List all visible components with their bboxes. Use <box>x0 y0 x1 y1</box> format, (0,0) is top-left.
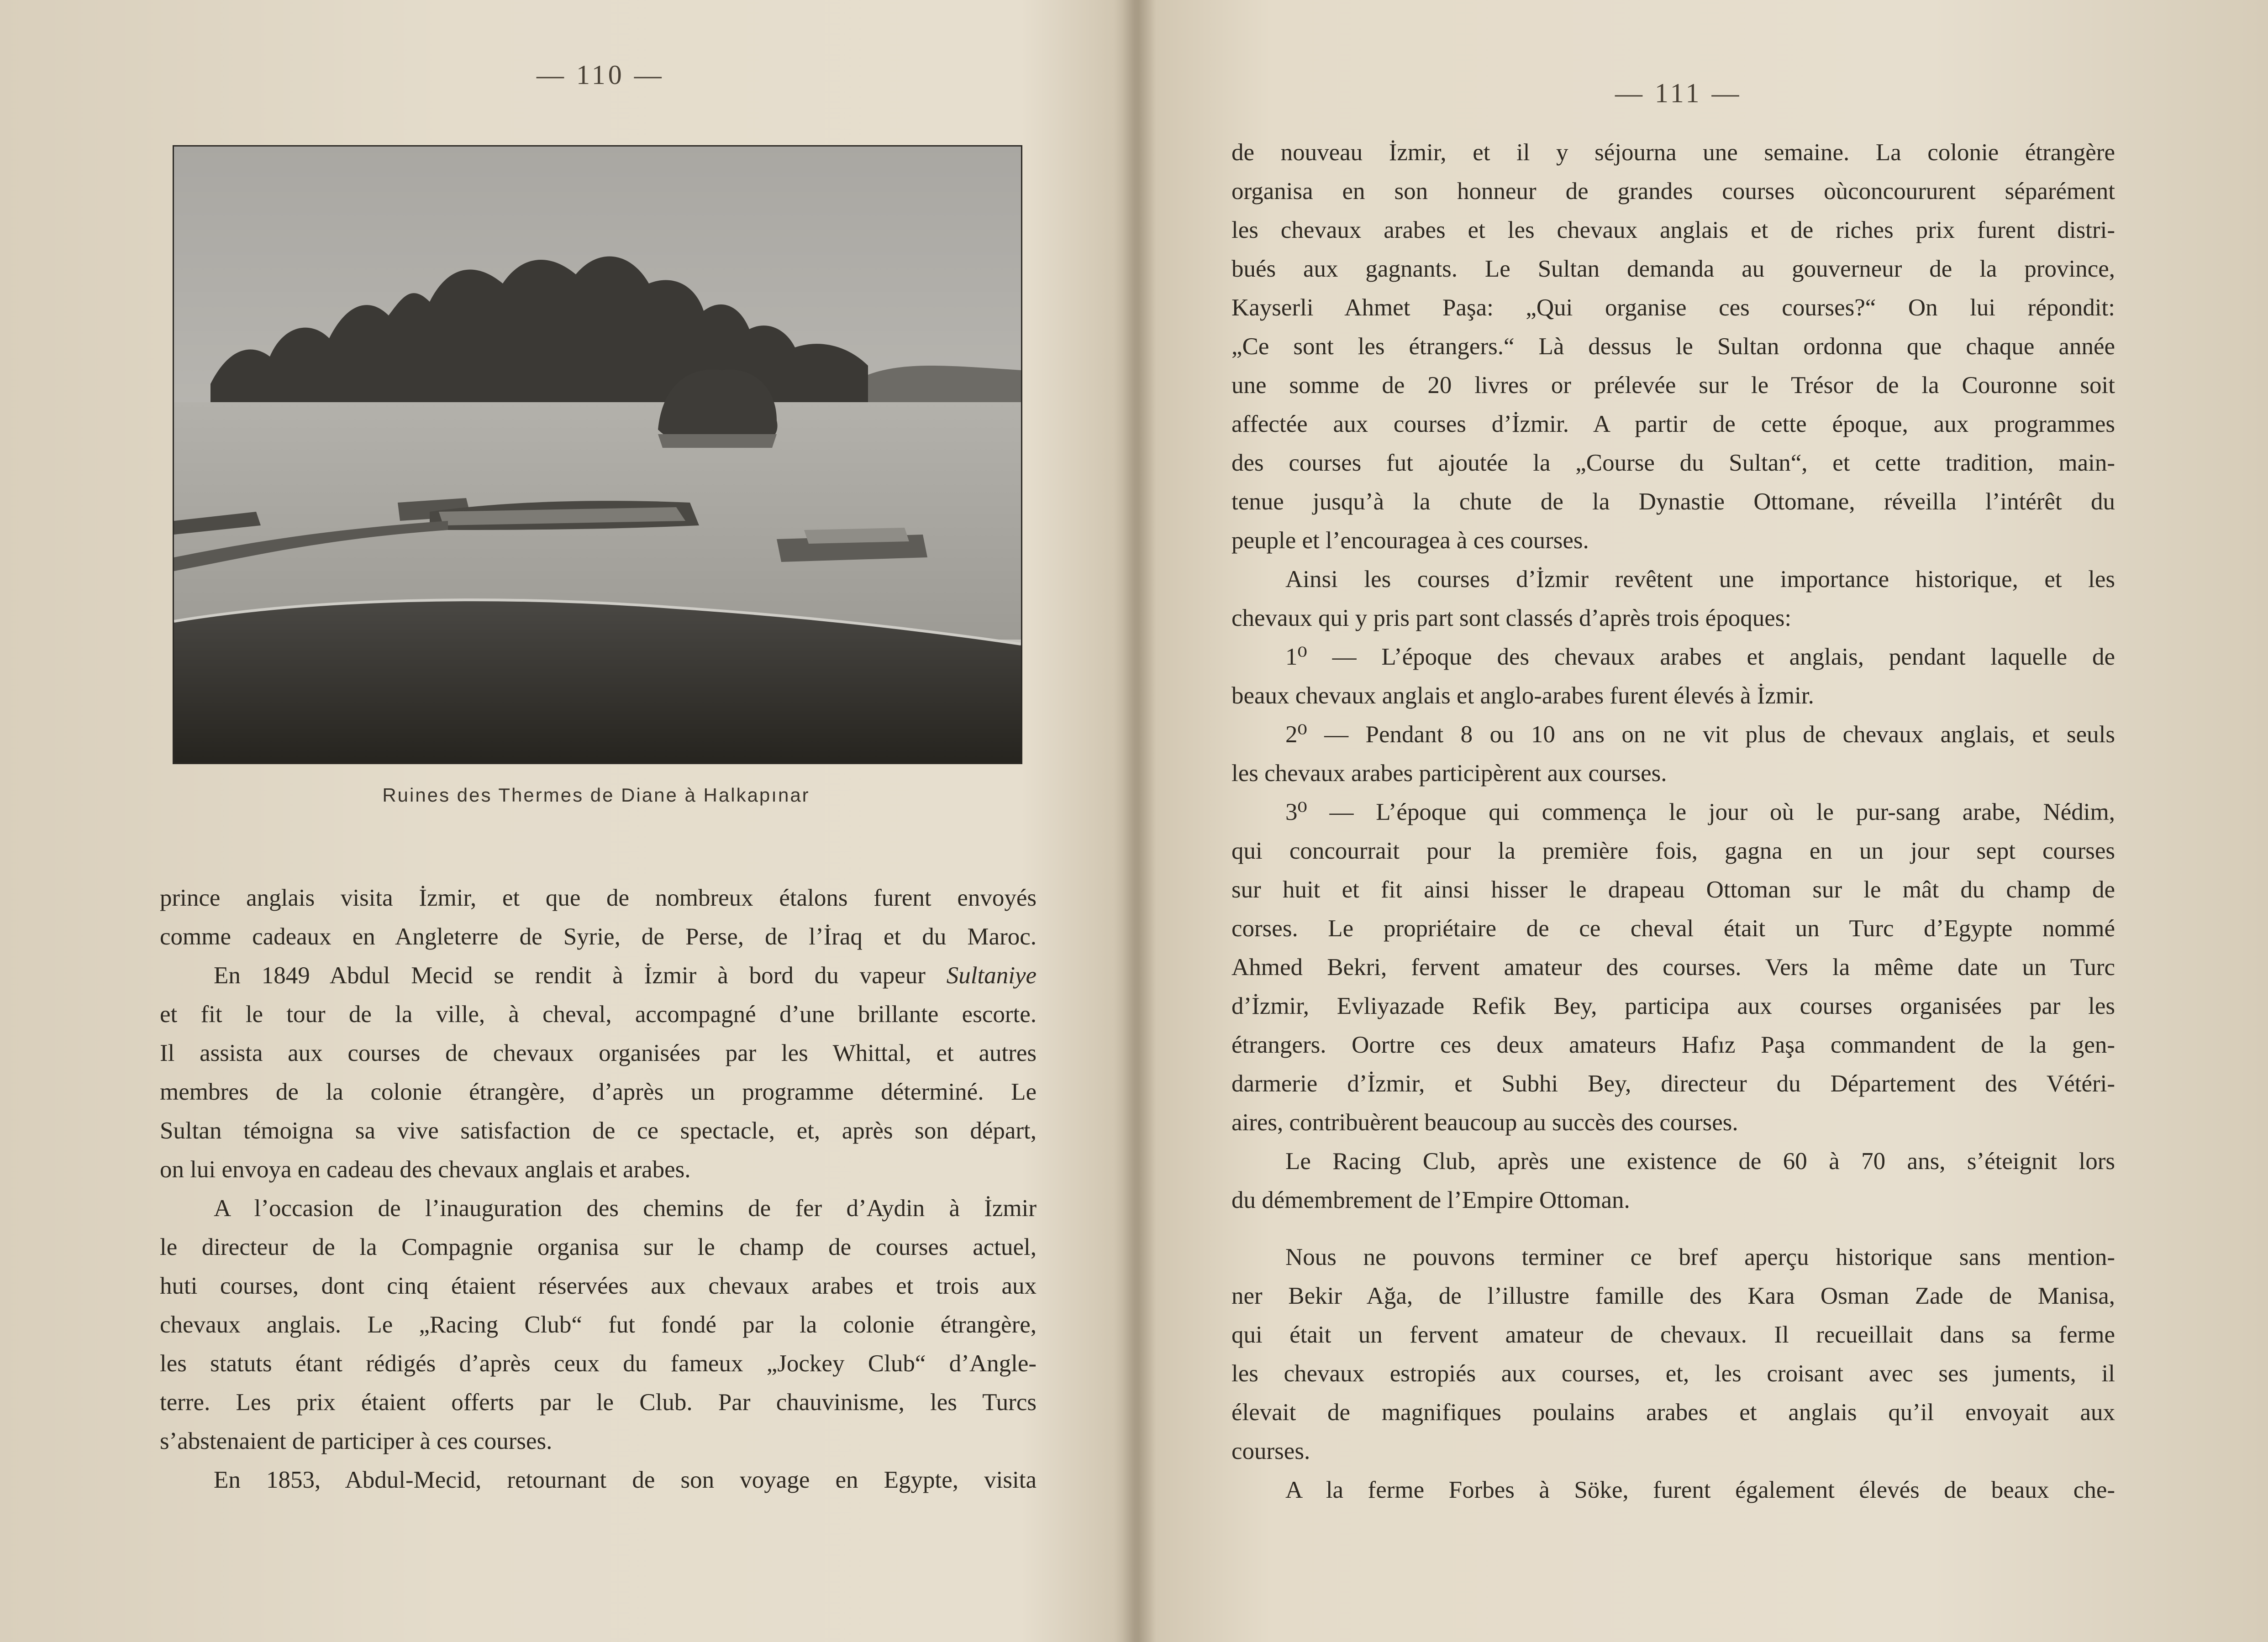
text-line: les chevaux arabes et les chevaux anglais et de riches prix furent distri- <box>1231 217 2115 243</box>
text-line: d’İzmir, Evliyazade Refik Bey, participa aux courses organisées par les <box>1231 993 2115 1019</box>
text-line: terre. Les prix étaient offerts par le Club. Par chauvinisme, les Turcs <box>160 1389 1037 1416</box>
text-line: une somme de 20 livres or prélevée sur le Trésor de la Couronne soit <box>1231 372 2115 399</box>
photograph <box>173 145 1022 764</box>
text-line <box>160 956 1037 995</box>
text-line: du démembrement de l’Empire Ottoman. <box>1231 1187 1630 1213</box>
text-line: tenue jusqu’à la chute de la Dynastie Ottomane, réveilla l’intérêt du <box>1231 488 2115 515</box>
right-text-block <box>1231 133 2115 1510</box>
page-number: — 110 — <box>537 60 664 90</box>
text-line: on lui envoya en cadeau des chevaux anglais et arabes. <box>160 1156 691 1183</box>
text-line: les statuts étant rédigés d’après ceux du fameux „Jockey Club“ d’Angle- <box>160 1350 1037 1377</box>
text-line: aires, contribuèrent beaucoup au succès des courses. <box>1231 1109 1738 1136</box>
text-line: les chevaux arabes participèrent aux courses. <box>1231 760 1667 787</box>
text-line: Nous ne pouvons terminer ce bref aperçu historique sans mention- <box>1285 1244 2115 1270</box>
text-line: des courses fut ajoutée la „Course du Sultan“, et cette tradition, main- <box>1231 450 2115 476</box>
text-line: qui concourrait pour la première fois, gagna en un jour sept courses <box>1231 838 2115 864</box>
photo-caption: Ruines des Thermes de Diane à Halkapınar <box>382 784 810 806</box>
text-line: Ahmed Bekri, fervent amateur des courses. Vers la même date un Turc <box>1231 954 2115 981</box>
text-line: A la ferme Forbes à Söke, furent également élevés de beaux che- <box>1285 1477 2115 1503</box>
text-line: corses. Le propriétaire de ce cheval était un Turc d’Egypte nommé <box>1231 915 2115 942</box>
text-line: comme cadeaux en Angleterre de Syrie, de Perse, de l’İraq et du Maroc. <box>160 923 1037 950</box>
text-line: A l’occasion de l’inauguration des chemins de fer d’Aydin à İzmir <box>214 1195 1037 1222</box>
text-line: Le Racing Club, après une existence de 60 à 70 ans, s’éteignit lors <box>1285 1148 2115 1175</box>
left-text-block <box>160 879 1037 1500</box>
text-line: 1⁰ — L’époque des chevaux arabes et anglais, pendant laquelle de <box>1285 644 2115 670</box>
text-line: les chevaux estropiés aux courses, et, les croisant avec ses juments, il <box>1231 1360 2115 1387</box>
text-line: chevaux anglais. Le „Racing Club“ fut fondé par la colonie étrangère, <box>160 1312 1037 1338</box>
text-line: affectée aux courses d’İzmir. A partir de cette époque, aux programmes <box>1231 411 2115 437</box>
right-page <box>1136 0 2268 1642</box>
text-line: organisa en son honneur de grandes courses oùconcoururent séparément <box>1231 178 2115 205</box>
left-page <box>0 0 1132 1642</box>
text-line: et fit le tour de la ville, à cheval, accompagné d’une brillante escorte. <box>160 1001 1037 1028</box>
paragraph-gap <box>1231 1220 2115 1238</box>
photo-ruins-image <box>174 147 1021 763</box>
text-line: Kayserli Ahmet Paşa: „Qui organise ces courses?“ On lui répondit: <box>1231 294 2115 321</box>
page-number: — 111 — <box>1615 78 1742 108</box>
ship-name-italic: Sultaniye <box>946 962 1037 989</box>
text-line: ner Bekir Ağa, de l’illustre famille des Kara Osman Zade de Manisa, <box>1231 1283 2115 1309</box>
text-line: 2⁰ — Pendant 8 ou 10 ans on ne vit plus de chevaux anglais, et seuls <box>1285 721 2115 748</box>
text-line: sur huit et fit ainsi hisser le drapeau Ottoman sur le mât du champ de <box>1231 876 2115 903</box>
text-line: peuple et l’encouragea à ces courses. <box>1231 527 1589 554</box>
text-line: chevaux qui y pris part sont classés d’après trois époques: <box>1231 605 1792 631</box>
text-line: étrangers. Oortre ces deux amateurs Hafız Paşa commandent de la gen- <box>1231 1032 2115 1058</box>
text-line: bués aux gagnants. Le Sultan demanda au gouverneur de la province, <box>1231 256 2115 282</box>
text-line: 3⁰ — L’époque qui commença le jour où le pur-sang arabe, Nédim, <box>1285 799 2115 825</box>
text-line: darmerie d’İzmir, et Subhi Bey, directeur du Département des Vétéri- <box>1231 1070 2115 1097</box>
text-line: élevait de magnifiques poulains arabes et anglais qu’il envoyait aux <box>1231 1399 2115 1426</box>
text-line: Ainsi les courses d’İzmir revêtent une importance historique, et les <box>1285 566 2115 593</box>
text-line: courses. <box>1231 1438 1310 1464</box>
text-line: En 1853, Abdul-Mecid, retournant de son voyage en Egypte, visita <box>214 1467 1037 1493</box>
text-line: huti courses, dont cinq étaient réservées aux chevaux arabes et trois aux <box>160 1273 1037 1299</box>
text-line: membres de la colonie étrangère, d’après un programme déterminé. Le <box>160 1079 1037 1105</box>
text-line: de nouveau İzmir, et il y séjourna une semaine. La colonie étrangère <box>1231 139 2115 166</box>
text-segment: En 1849 Abdul Mecid se rendit à İzmir à bord du vapeur <box>214 962 926 989</box>
text-line: qui était un fervent amateur de chevaux. Il recueillait dans sa ferme <box>1231 1322 2115 1348</box>
text-line: beaux chevaux anglais et anglo-arabes furent élevés à İzmir. <box>1231 682 1814 709</box>
text-line: s’abstenaient de participer à ces courses. <box>160 1428 553 1454</box>
text-line: le directeur de la Compagnie organisa sur le champ de courses actuel, <box>160 1234 1037 1260</box>
text-line: Il assista aux courses de chevaux organisées par les Whittal, et autres <box>160 1040 1037 1066</box>
text-line: prince anglais visita İzmir, et que de nombreux étalons furent envoyés <box>160 885 1037 911</box>
text-line: „Ce sont les étrangers.“ Là dessus le Sultan ordonna que chaque année <box>1231 333 2115 360</box>
text-line: Sultan témoigna sa vive satisfaction de ce spectacle, et, après son départ, <box>160 1117 1037 1144</box>
